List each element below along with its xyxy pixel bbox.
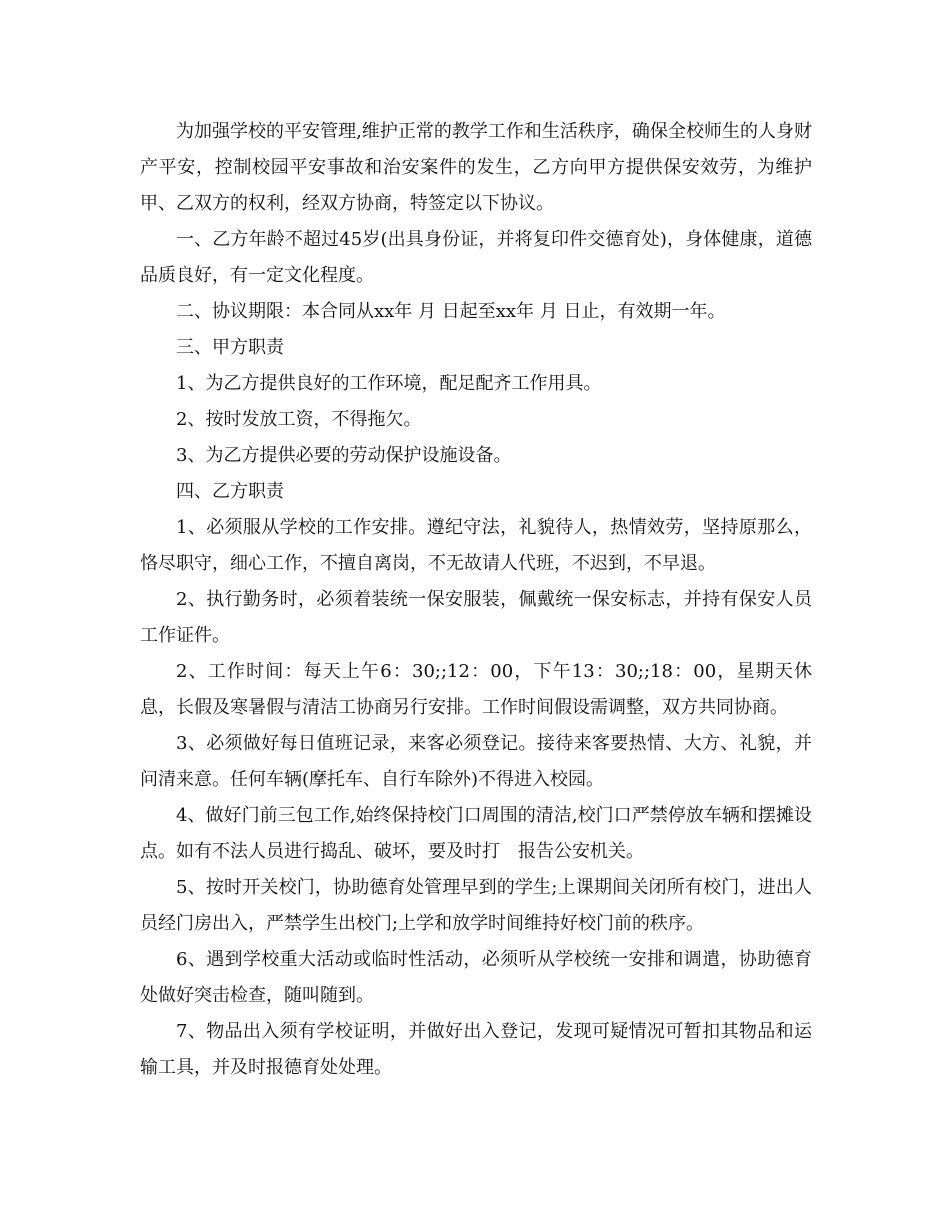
- party-b-duty-7: 7、物品出入须有学校证明，并做好出入登记，发现可疑情况可暂扣其物品和运输工具，并及时报德育处处理。: [140, 1021, 812, 1078]
- party-b-duty-work-hours: 2、工作时间：每天上午6：30;;12：00，下午13：30;;18：00，星期天休息，长假及寒暑假与清洁工协商另行安排。工作时间假设需调整，双方共同协商。: [140, 661, 812, 718]
- party-a-duty-2: 2、按时发放工资，不得拖欠。: [176, 409, 422, 430]
- document-body: [140, 114, 812, 1086]
- section-heading-party-b: 四、乙方职责: [176, 481, 284, 502]
- clause-agreement-term: 二、协议期限：本合同从xx年 月 日起至xx年 月 日止，有效期一年。: [176, 301, 726, 322]
- party-b-duty-6: 6、遇到学校重大活动或临时性活动，必须听从学校统一安排和调遣，协助德育处做好突击检查，随叫随到。: [140, 949, 812, 1006]
- party-b-duty-4: 4、做好门前三包工作,始终保持校门口周围的清洁,校门口严禁停放车辆和摆摊设点。如有不法人员进行捣乱、破坏，要及时打 报告公安机关。: [140, 805, 812, 862]
- party-b-duty-1: 1、必须服从学校的工作安排。遵纪守法，礼貌待人，热情效劳，坚持原那么，恪尽职守，细心工作，不擅自离岗，不无故请人代班，不迟到，不早退。: [140, 517, 812, 574]
- party-a-duty-3: 3、为乙方提供必要的劳动保护设施设备。: [176, 445, 512, 466]
- clause-age-requirement: 一、乙方年龄不超过45岁(出具身份证，并将复印件交德育处)，身体健康，道德品质良好，有一定文化程度。: [140, 229, 812, 286]
- party-b-duty-5: 5、按时开关校门，协助德育处管理早到的学生;上课期间关闭所有校门，进出人员经门房出入，严禁学生出校门;上学和放学时间维持好校门前的秩序。: [140, 877, 812, 934]
- section-heading-party-a: 三、甲方职责: [176, 337, 284, 358]
- party-b-duty-2: 2、执行勤务时，必须着装统一保安服装，佩戴统一保安标志，并持有保安人员工作证件。: [140, 589, 812, 646]
- intro-paragraph: 为加强学校的平安管理,维护正常的教学工作和生活秩序，确保全校师生的人身财产平安，控制校园平安事故和治安案件的发生，乙方向甲方提供保安效劳，为维护甲、乙双方的权利，经双方协商，特签定以下协议。: [140, 121, 812, 214]
- party-b-duty-3: 3、必须做好每日值班记录，来客必须登记。接待来客要热情、大方、礼貌，并问清来意。任何车辆(摩托车、自行车除外)不得进入校园。: [140, 733, 812, 790]
- party-a-duty-1: 1、为乙方提供良好的工作环境，配足配齐工作用具。: [176, 373, 602, 394]
